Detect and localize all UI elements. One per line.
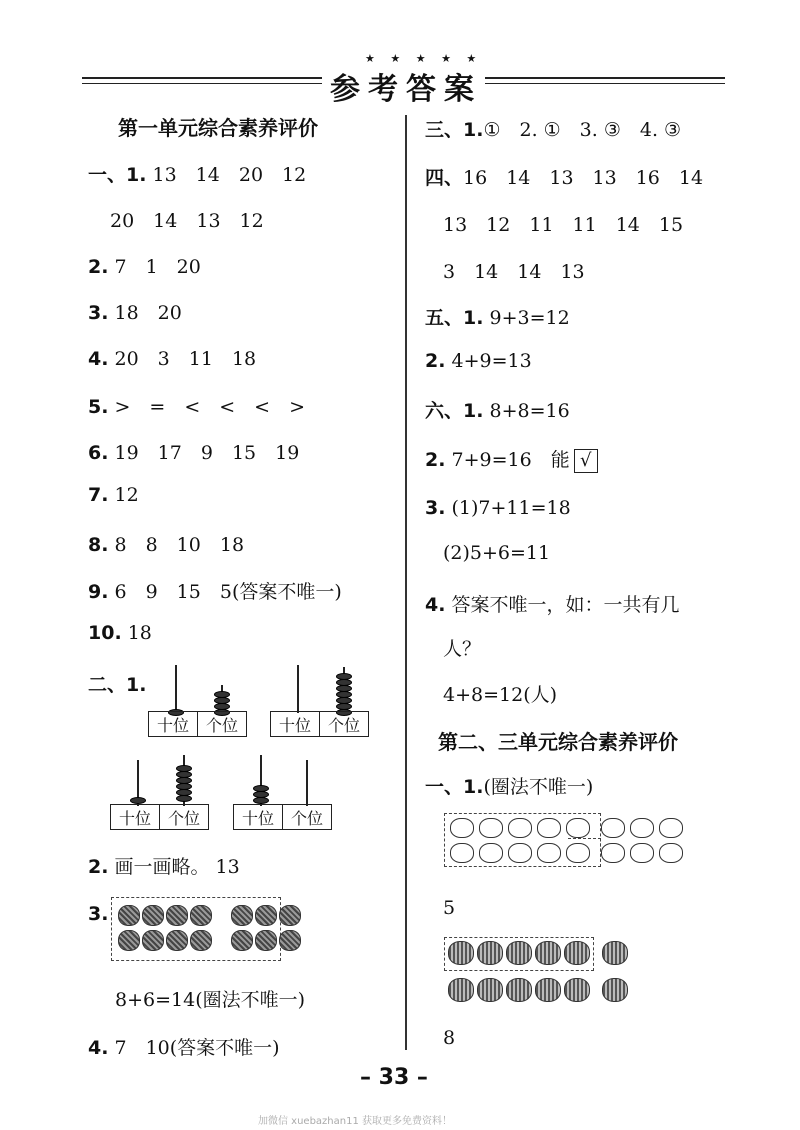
answer-line: 四、16 14 13 13 16 14 [425, 167, 704, 189]
peach-icon [601, 843, 625, 863]
header-rule-right-thin [485, 83, 725, 84]
answer-line: 6. 19 17 9 15 19 [88, 442, 300, 464]
peach-icon [630, 818, 654, 838]
strawberry-icon [166, 930, 188, 951]
peach-icon [601, 818, 625, 838]
strawberry-icon [255, 905, 277, 926]
apple-icon [506, 941, 532, 965]
peach-icon [659, 818, 683, 838]
column-divider [405, 115, 407, 1050]
peach-icon [479, 843, 503, 863]
page-title: 参考答案 [330, 72, 482, 107]
answer-line: 2. 7 1 20 [88, 256, 201, 278]
peach-icon [508, 843, 532, 863]
answer-line: 一、1.(圈法不唯一) [425, 776, 594, 798]
header-rule-right [485, 77, 725, 79]
peach-icon [537, 843, 561, 863]
answer-line: 4+8=12(人) [443, 684, 558, 706]
answer-line: 8+6=14(圈法不唯一) [115, 989, 306, 1011]
strawberry-icon [255, 930, 277, 951]
strawberry-icon [118, 905, 140, 926]
watermark: 加微信 xuebazhan11 获取更多免费资料！ [258, 1116, 453, 1127]
answer-line: 3 14 14 13 [443, 261, 585, 283]
answer-line: 8 [443, 1027, 456, 1049]
strawberry-icon [279, 930, 301, 951]
answer-line: 5 [443, 897, 456, 919]
header-rule-left [82, 77, 322, 79]
apple-icon [506, 978, 532, 1002]
strawberry-icon [190, 905, 212, 926]
apple-icon [477, 978, 503, 1002]
abacus-4: 十位 个位 [233, 755, 333, 830]
answer-line: (2)5+6=11 [443, 542, 551, 564]
apple-icon [602, 978, 628, 1002]
page-number: – 33 – [360, 1065, 428, 1090]
strawberry-icon [166, 905, 188, 926]
answer-line: 3. (1)7+11=18 [425, 497, 571, 519]
answer-line: 3. [88, 903, 109, 925]
apple-icon [448, 978, 474, 1002]
apple-icon [602, 941, 628, 965]
peach-icon [537, 818, 561, 838]
answer-line: 人？ [443, 638, 482, 660]
strawberry-icon [231, 905, 253, 926]
answer-line: 三、1.① 2. ① 3. ③ 4. ③ [425, 119, 682, 141]
strawberry-icon [231, 930, 253, 951]
strawberry-icon [279, 905, 301, 926]
answer-line: 2. 4+9=13 [425, 350, 532, 372]
strawberry-icon [142, 930, 164, 951]
checkmark-box: √ [574, 449, 598, 473]
strawberry-icon [142, 905, 164, 926]
answer-line: 2. 7+9=16 能 √ [425, 445, 598, 473]
header-stars: ★ ★ ★ ★ ★ [365, 52, 483, 65]
answer-line: 一、1. 13 14 20 12 [88, 164, 307, 186]
apple-icon [477, 941, 503, 965]
answer-line: 4. 答案不唯一，如：一共有几 [425, 594, 680, 616]
answer-line: 二、1. [88, 674, 147, 696]
peach-icon [630, 843, 654, 863]
answer-line: 五、1. 9+3=12 [425, 307, 570, 329]
apple-icon [564, 978, 590, 1002]
answer-line: 3. 18 20 [88, 302, 182, 324]
answer-line: 5. > = < < < > [88, 396, 306, 418]
section-title-unit1: 第一单元综合素养评价 [118, 116, 318, 140]
peach-icon [450, 843, 474, 863]
answer-line: 9. 6 9 15 5(答案不唯一) [88, 581, 342, 603]
answer-line: 20 14 13 12 [110, 210, 264, 232]
apple-icon [448, 941, 474, 965]
apple-icon [535, 941, 561, 965]
strawberry-icon [118, 930, 140, 951]
apple-icon [564, 941, 590, 965]
peach-icon [479, 818, 503, 838]
abacus-3: 十位 个位 [110, 755, 210, 830]
answer-line: 8. 8 8 10 18 [88, 534, 245, 556]
abacus-1: 十位 个位 [148, 665, 248, 737]
header-rule-left-thin [82, 83, 322, 84]
peach-icon [659, 843, 683, 863]
answer-line: 六、1. 8+8=16 [425, 400, 570, 422]
abacus-2: 十位 个位 [270, 665, 370, 737]
answer-line: 7. 12 [88, 484, 139, 506]
answer-line: 2. 画一画略。 13 [88, 856, 240, 878]
peach-icon [566, 818, 590, 838]
peach-icon [508, 818, 532, 838]
answer-line: 4. 20 3 11 18 [88, 348, 257, 370]
strawberry-icon [190, 930, 212, 951]
answer-line: 10. 18 [88, 622, 152, 644]
peach-icon [450, 818, 474, 838]
peach-icon [566, 843, 590, 863]
answer-line: 4. 7 10(答案不唯一) [88, 1037, 280, 1059]
answer-line: 13 12 11 11 14 15 [443, 214, 684, 236]
section-title-unit23: 第二、三单元综合素养评价 [438, 730, 678, 754]
apple-icon [535, 978, 561, 1002]
